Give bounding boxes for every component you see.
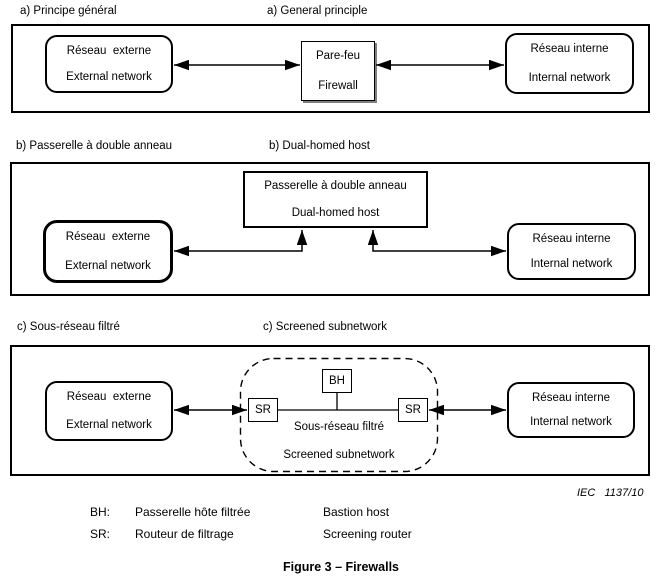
dual-homed-host-label-en: Dual-homed host xyxy=(291,207,380,219)
legend-bh-abbr: BH: xyxy=(90,505,111,519)
internal-network-box-a xyxy=(505,33,634,94)
dual-homed-host-box xyxy=(243,171,428,228)
screened-subnet-label-en: Screened subnetwork xyxy=(283,449,395,461)
external-network-label-fr: Réseau externe xyxy=(66,45,152,57)
screening-router-right-box xyxy=(398,398,428,422)
legend-sr-abbr: SR: xyxy=(90,527,111,541)
legend-sr-fr: Routeur de filtrage xyxy=(135,527,234,541)
screening-router-right-abbr: SR xyxy=(405,404,421,416)
bastion-host-abbr: BH xyxy=(329,375,345,387)
external-network-label-fr: Réseau externe xyxy=(66,391,152,403)
external-network-label-fr: Réseau externe xyxy=(65,231,151,243)
external-network-box-a xyxy=(45,35,173,93)
internal-network-label-fr: Réseau interne xyxy=(530,43,609,55)
internal-network-label-en: Internal network xyxy=(530,416,612,428)
internal-network-label-en: Internal network xyxy=(528,72,611,84)
external-network-box-b xyxy=(43,220,173,283)
legend-bh-en: Bastion host xyxy=(323,505,390,519)
internal-network-label-fr: Réseau interne xyxy=(532,392,610,404)
section-c-label-fr: c) Sous-réseau filtré xyxy=(17,321,120,333)
internal-network-box-c xyxy=(507,382,635,438)
dual-homed-host-label-fr: Passerelle à double anneau xyxy=(264,180,407,192)
section-b-label-en: b) Dual-homed host xyxy=(269,140,370,152)
iec-credit: IEC 1137/10 xyxy=(577,487,644,499)
firewall-label-fr: Pare-feu xyxy=(315,50,361,62)
section-c-label-en: c) Screened subnetwork xyxy=(263,321,388,333)
external-network-label-en: External network xyxy=(66,71,152,83)
internal-network-label-en: Internal network xyxy=(530,258,613,270)
section-b-label-fr: b) Passerelle à double anneau xyxy=(16,140,173,152)
screened-subnet-label-fr: Sous-réseau filtré xyxy=(293,421,385,433)
section-a-label-en: a) General principle xyxy=(267,5,368,17)
screening-router-left-box xyxy=(248,398,278,422)
screening-router-left-abbr: SR xyxy=(255,404,271,416)
legend-bh-fr: Passerelle hôte filtrée xyxy=(135,505,251,519)
external-network-label-en: External network xyxy=(65,260,151,272)
firewall-box xyxy=(301,41,375,101)
internal-network-label-fr: Réseau interne xyxy=(532,233,611,245)
external-network-box-c xyxy=(45,381,173,441)
figure-caption: Figure 3 – Firewalls xyxy=(282,560,399,574)
firewall-label-en: Firewall xyxy=(318,80,358,92)
legend-sr-en: Screening router xyxy=(323,527,412,541)
section-a-label-fr: a) Principe général xyxy=(20,5,117,17)
internal-network-box-b xyxy=(507,223,636,280)
bastion-host-box xyxy=(322,369,352,393)
external-network-label-en: External network xyxy=(66,419,152,431)
